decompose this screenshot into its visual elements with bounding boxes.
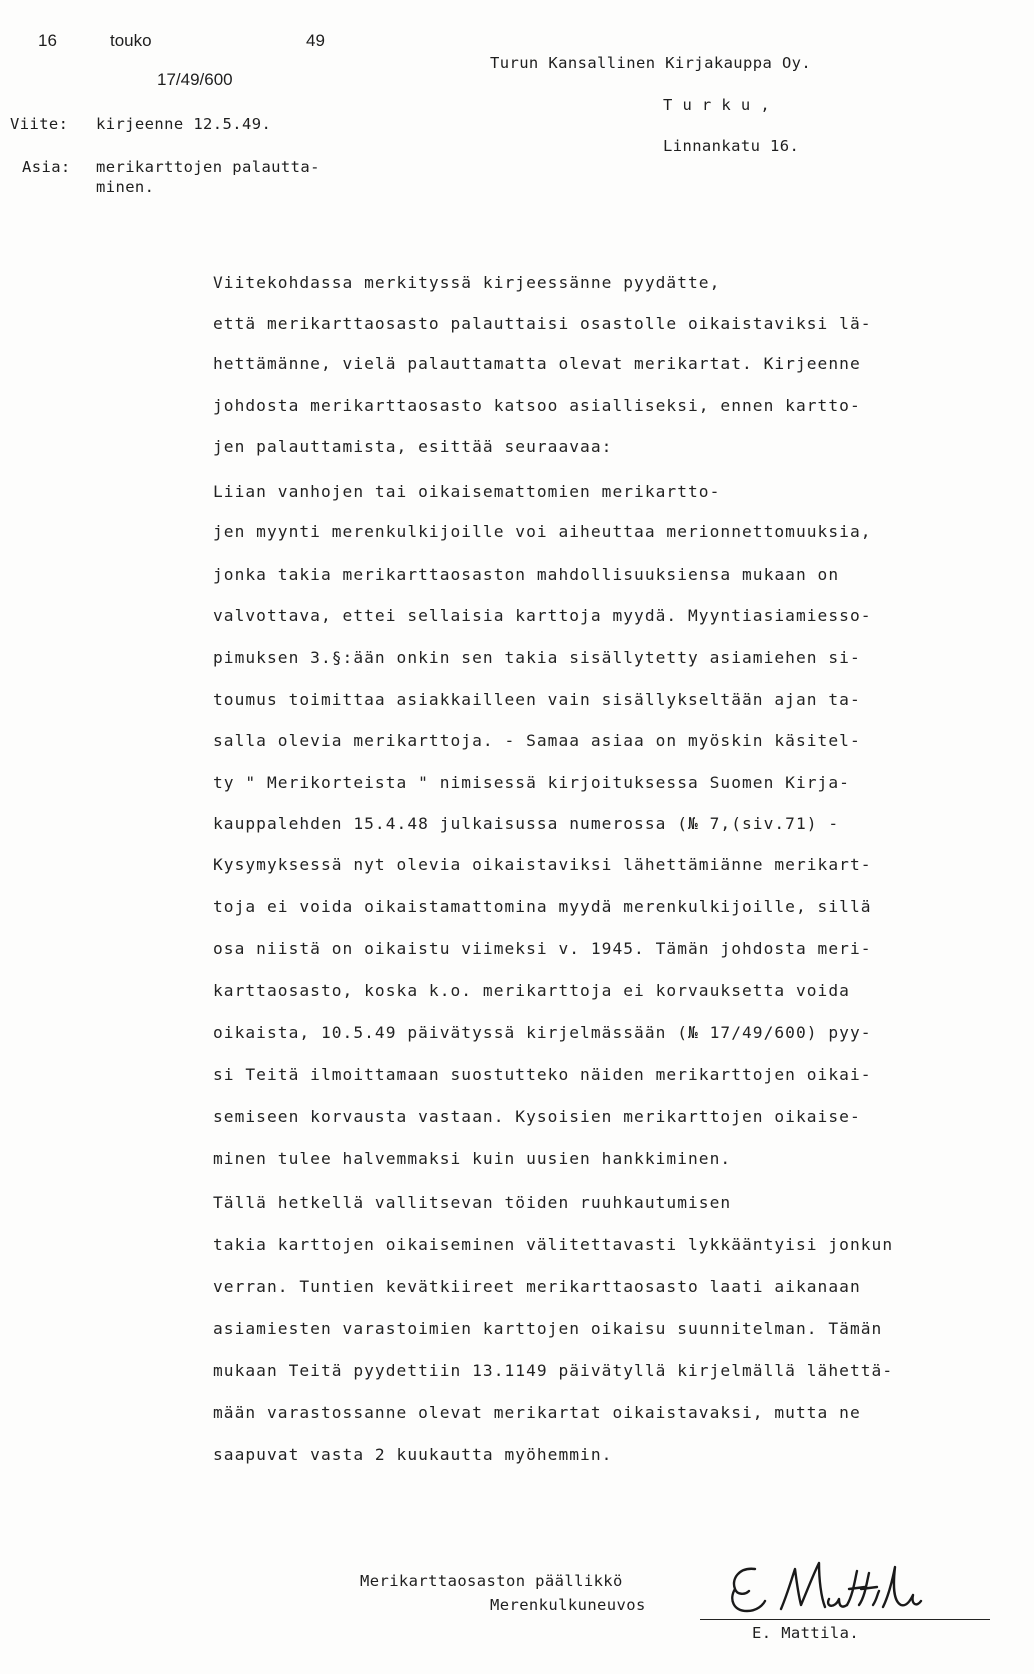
body-line: minen tulee halvemmaksi kuin uusien hankkiminen.	[213, 1149, 732, 1168]
signatory-name: E. Mattila.	[752, 1624, 860, 1642]
recipient-name: Turun Kansallinen Kirjakauppa Oy.	[490, 54, 812, 72]
body-line: mukaan Teitä pyydettiin 13.1149 päivätyllä kirjelmällä lähettä-	[213, 1361, 894, 1380]
handwritten-signature	[725, 1555, 925, 1617]
body-line: verran. Tuntien kevätkiireet merikarttaosasto laati aikanaan	[213, 1277, 861, 1296]
body-line: si Teitä ilmoittamaan suostutteko näiden merikarttojen oikai-	[213, 1065, 872, 1084]
body-line: salla olevia merikarttoja. - Samaa asiaa on myöskin käsitel-	[213, 731, 861, 750]
body-line: semiseen korvausta vastaan. Kysoisien merikarttojen oikaise-	[213, 1107, 861, 1126]
body-line: Liian vanhojen tai oikaisemattomien merikartto-	[213, 482, 721, 501]
body-line: johdosta merikarttaosasto katsoo asialliseksi, ennen kartto-	[213, 396, 861, 415]
closing-title-line1: Merikarttaosaston päällikkö	[360, 1572, 623, 1590]
date-day: 16	[38, 31, 57, 50]
date-year: 49	[306, 31, 325, 50]
closing-title-line2: Merenkulkuneuvos	[490, 1596, 646, 1614]
asia-value-line2: minen.	[96, 178, 155, 196]
body-line: Tällä hetkellä vallitsevan töiden ruuhkautumisen	[213, 1193, 732, 1212]
recipient-street: Linnankatu 16.	[663, 137, 800, 155]
viite-value: kirjeenne 12.5.49.	[96, 115, 272, 133]
recipient-city: T u r k u ,	[663, 96, 771, 114]
body-line: Kysymyksessä nyt olevia oikaistaviksi lähettämiänne merikart-	[213, 855, 872, 874]
body-line: toumus toimittaa asiakkailleen vain sisällykseltään ajan ta-	[213, 690, 861, 709]
body-line: saapuvat vasta 2 kuukautta myöhemmin.	[213, 1445, 613, 1464]
body-line: ty " Merikorteista " nimisessä kirjoituksessa Suomen Kirja-	[213, 773, 850, 792]
body-line: oikaista, 10.5.49 päivätyssä kirjelmässään (№ 17/49/600) pyy-	[213, 1023, 872, 1042]
body-line: toja ei voida oikaistamattomina myydä merenkulkijoille, sillä	[213, 897, 872, 916]
body-line: takia karttojen oikaiseminen välitettavasti lykkääntyisi jonkun	[213, 1235, 894, 1254]
body-line: Viitekohdassa merkityssä kirjeessänne pyydätte,	[213, 273, 721, 292]
body-line: jen palauttamista, esittää seuraavaa:	[213, 437, 613, 456]
viite-label: Viite:	[10, 115, 69, 133]
body-line: jonka takia merikarttaosaston mahdollisuuksiensa mukaan on	[213, 565, 840, 584]
body-line: kauppalehden 15.4.48 julkaisussa numerossa (№ 7,(siv.71) -	[213, 814, 840, 833]
body-line: jen myynti merenkulkijoille voi aiheuttaa merionnettomuuksia,	[213, 522, 872, 541]
asia-label: Asia:	[22, 158, 71, 176]
body-line: karttaosasto, koska k.o. merikarttoja ei korvauksetta voida	[213, 981, 850, 1000]
body-line: valvottava, ettei sellaisia karttoja myydä. Myyntiasiamiesso-	[213, 606, 872, 625]
body-line: että merikarttaosasto palauttaisi osastolle oikaistaviksi lä-	[213, 314, 872, 333]
body-line: pimuksen 3.§:ään onkin sen takia sisällytetty asiamiehen si-	[213, 648, 861, 667]
signature-line	[700, 1619, 990, 1620]
reference-number: 17/49/600	[157, 70, 233, 89]
asia-value-line1: merikarttojen palautta-	[96, 158, 320, 176]
body-line: mään varastossanne olevat merikartat oikaistavaksi, mutta ne	[213, 1403, 861, 1422]
date-month: touko	[110, 31, 152, 50]
body-line: asiamiesten varastoimien karttojen oikaisu suunnitelman. Tämän	[213, 1319, 883, 1338]
body-line: osa niistä on oikaistu viimeksi v. 1945. Tämän johdosta meri-	[213, 939, 872, 958]
body-line: hettämänne, vielä palauttamatta olevat merikartat. Kirjeenne	[213, 354, 861, 373]
